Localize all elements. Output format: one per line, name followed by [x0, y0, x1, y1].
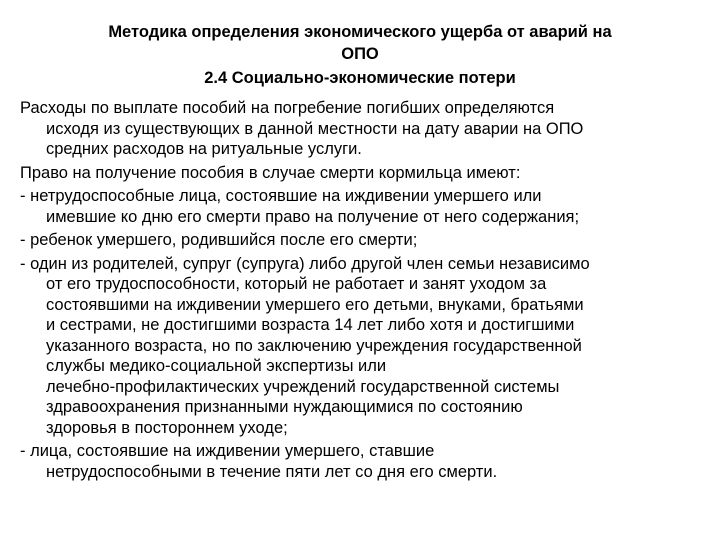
paragraph-line: средних расходов на ритуальные услуги.	[46, 140, 362, 158]
slide-title-line: Методика определения экономического ущерба от аварий на	[108, 23, 612, 41]
slide-body	[20, 98, 712, 485]
paragraph-line: указанного возраста, но по заключению учреждения государственной	[46, 336, 582, 355]
body-paragraph	[20, 230, 712, 251]
paragraph-line: - один из родителей, супруг (супруга) либо другой член семьи независимо	[20, 254, 590, 273]
slide-title	[20, 21, 700, 65]
paragraph-line: - лица, состоявшие на иждивении умершего, ставшие	[20, 442, 435, 460]
body-paragraph	[20, 163, 712, 184]
paragraph-line: здоровья в постороннем уходе;	[46, 418, 288, 437]
paragraph-line: - ребенок умершего, родившийся после его смерти;	[20, 231, 418, 249]
paragraph-line: Расходы по выплате пособий на погребение погибших определяются	[20, 99, 555, 117]
paragraph-line: имевшие ко дню его смерти право на получение от него содержания;	[46, 207, 580, 226]
body-paragraph	[20, 254, 712, 439]
paragraph-line: службы медико-социальной экспертизы или	[46, 357, 387, 375]
body-paragraph	[20, 98, 712, 160]
paragraph-line: нетрудоспособными в течение пяти лет со дня его смерти.	[46, 462, 498, 481]
paragraph-line: и сестрами, не достигшими возраста 14 лет либо хотя и достигшими	[46, 316, 575, 334]
slide-subtitle: 2.4 Социально-экономические потери	[204, 69, 516, 87]
paragraph-line: состоявшими на иждивении умершего его детьми, внуками, братьями	[46, 295, 584, 314]
paragraph-line: от его трудоспособности, который не работает и занят уходом за	[46, 275, 547, 293]
paragraph-line: лечебно-профилактических учреждений государственной системы	[46, 377, 560, 396]
paragraph-line: - нетрудоспособные лица, состоявшие на иждивении умершего или	[20, 187, 542, 205]
body-paragraph	[20, 441, 712, 482]
paragraph-line: исходя из существующих в данной местности на дату аварии на ОПО	[46, 119, 584, 138]
body-paragraph	[20, 186, 712, 227]
slide-title-line: ОПО	[341, 45, 379, 63]
paragraph-line: здравоохранения признанными нуждающимися по состоянию	[46, 398, 523, 416]
paragraph-line: Право на получение пособия в случае смерти кормильца имеют:	[20, 163, 521, 182]
